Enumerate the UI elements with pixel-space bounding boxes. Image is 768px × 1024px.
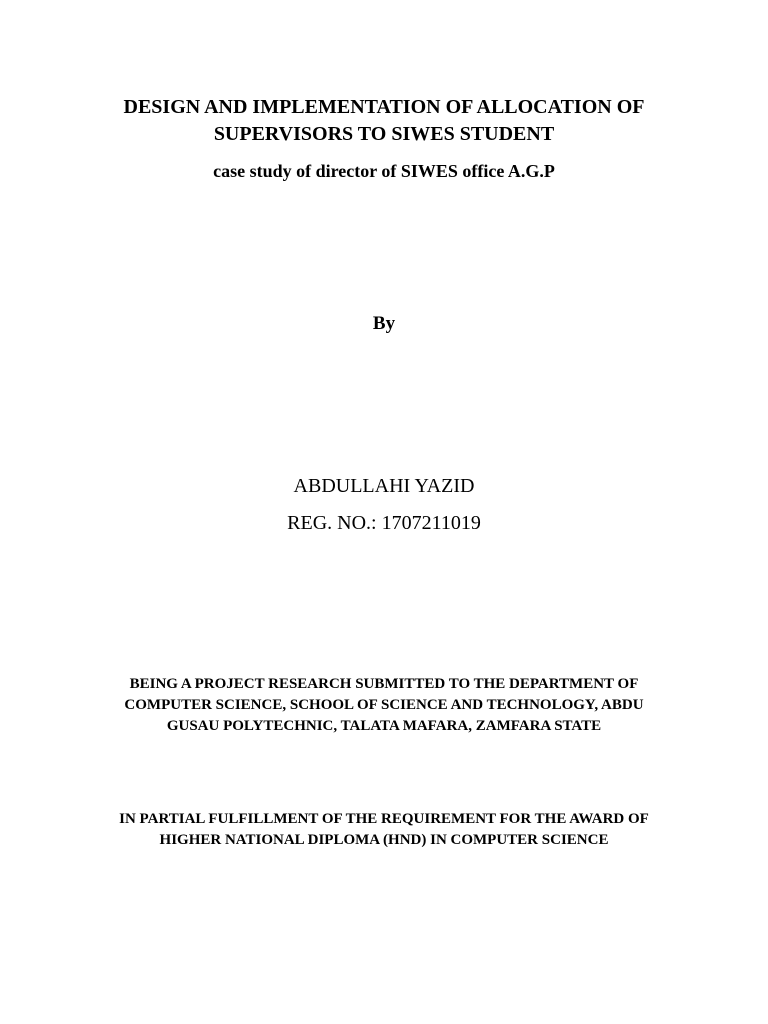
author-name: ABDULLAHI YAZID — [293, 475, 475, 497]
submission-line-1: BEING A PROJECT RESEARCH SUBMITTED TO THE DEPARTMENT OF — [129, 676, 639, 692]
submission-line-2: COMPUTER SCIENCE, SCHOOL OF SCIENCE AND TECHNOLOGY, ABDU — [124, 697, 644, 713]
submission-line-3: GUSAU POLYTECHNIC, TALATA MAFARA, ZAMFARA STATE — [166, 718, 602, 734]
fulfillment-line-1: IN PARTIAL FULFILLMENT OF THE REQUIREMENT FOR THE AWARD OF — [119, 811, 649, 827]
title-line-2: SUPERVISORS TO SIWES STUDENT — [213, 123, 555, 145]
reg-number: REG. NO.: 1707211019 — [287, 512, 481, 534]
subtitle: case study of director of SIWES office A.G.P — [213, 161, 555, 181]
fulfillment-line-2: HIGHER NATIONAL DIPLOMA (HND) IN COMPUTER SCIENCE — [159, 832, 609, 848]
by-label: By — [372, 313, 396, 334]
title-line-1: DESIGN AND IMPLEMENTATION OF ALLOCATION OF — [123, 96, 645, 118]
